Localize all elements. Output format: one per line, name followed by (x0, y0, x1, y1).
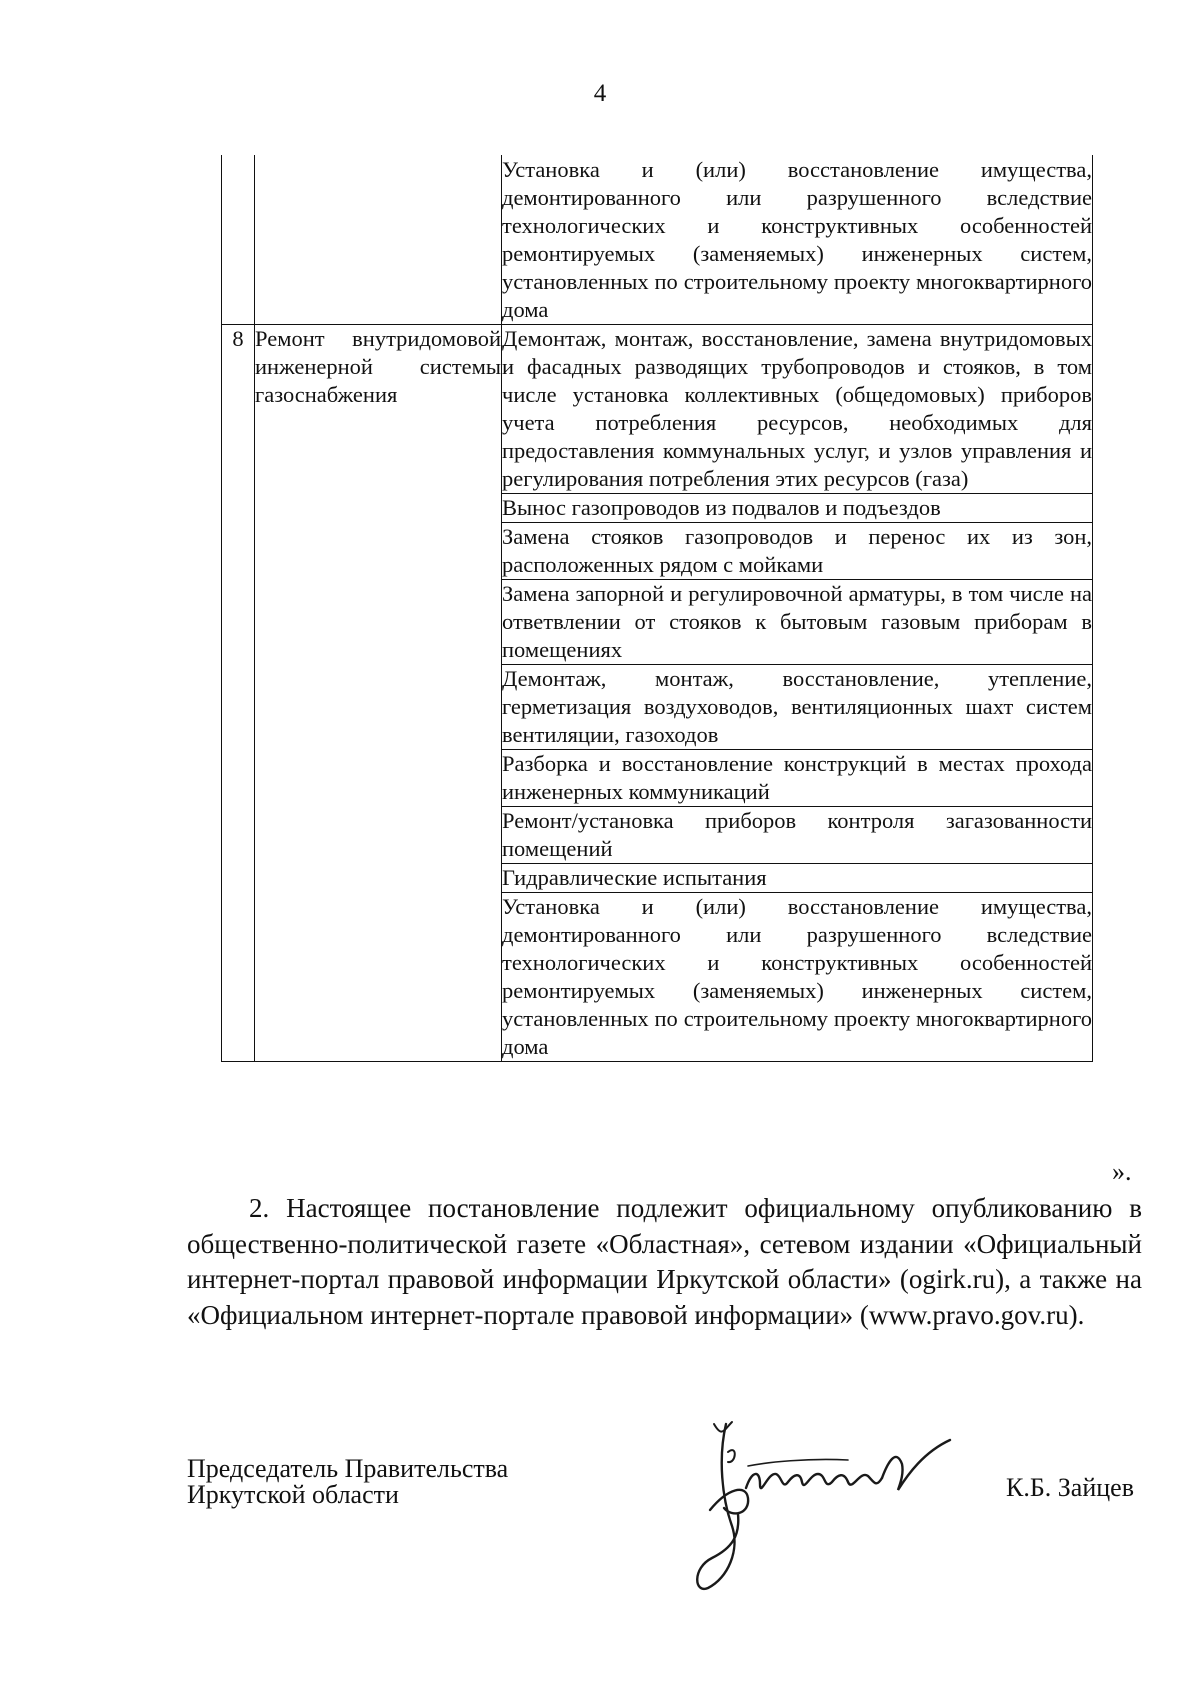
table-cell-work: Ремонт/установка приборов контроля загазованности помещений (502, 807, 1093, 864)
table-cell-number (222, 156, 255, 325)
publication-paragraph: 2. Настоящее постановление подлежит официальному опубликованию в общественно-политической газете «Областная», сетевом издании «Официальный интернет-портал правовой информации Иркутской области» (ogirk.ru), а также на «Официальном интернет-портале правовой информации» (www.pravo.gov.ru). (187, 1193, 1142, 1330)
table-cell-name (255, 156, 502, 325)
signatory-title-line2: Иркутской области (187, 1480, 399, 1509)
signatory-title (187, 1456, 587, 1508)
table-cell-work: Установка и (или) восстановление имущества, демонтированного или разрушенного вследствие технологических и конструктивных особенностей ремонтируемых (заменяемых) инженерных систем, установленных по строительному проекту многоквартирного дома (502, 156, 1093, 325)
handwritten-signature-icon (688, 1418, 958, 1608)
table-row (222, 325, 1093, 494)
table-cell-work: Замена запорной и регулировочной арматуры, в том числе на ответвлении от стояков к бытовым газовым приборам в помещениях (502, 580, 1093, 665)
signatory-name: К.Б. Зайцев (1006, 1473, 1134, 1502)
table-cell-work: Разборка и восстановление конструкций в местах прохода инженерных коммуникаций (502, 750, 1093, 807)
table-cell-work: Демонтаж, монтаж, восстановление, замена внутридомовых и фасадных разводящих трубопроводов и стояков, в том числе установка коллективных (общедомовых) приборов учета потребления ресурсов, необходимых для предоставления коммунальных услуг, и узлов управления и регулирования потребления этих ресурсов (газа) (502, 325, 1093, 494)
closing-quote: ». (1112, 1157, 1132, 1186)
table-cell-work: Замена стояков газопроводов и перенос их из зон, расположенных рядом с мойками (502, 523, 1093, 580)
table-cell-work: Демонтаж, монтаж, восстановление, утепление, герметизация воздуховодов, вентиляционных шахт систем вентиляции, газоходов (502, 665, 1093, 750)
system-name: Ремонт внутридомовой инженерной системы газоснабжения (255, 325, 502, 1062)
table-cell-work: Установка и (или) восстановление имущества, демонтированного или разрушенного вследствие технологических и конструктивных особенностей ремонтируемых (заменяемых) инженерных систем, установленных по строительному проекту многоквартирного дома (502, 893, 1093, 1062)
row-number: 8 (222, 325, 255, 1062)
table-cell-work: Гидравлические испытания (502, 864, 1093, 893)
table-cell-work: Вынос газопроводов из подвалов и подъездов (502, 494, 1093, 523)
signatory-title-line1: Председатель Правительства (187, 1454, 509, 1483)
page-number: 4 (593, 80, 607, 107)
works-table (221, 155, 1093, 1062)
table-row (222, 156, 1093, 325)
